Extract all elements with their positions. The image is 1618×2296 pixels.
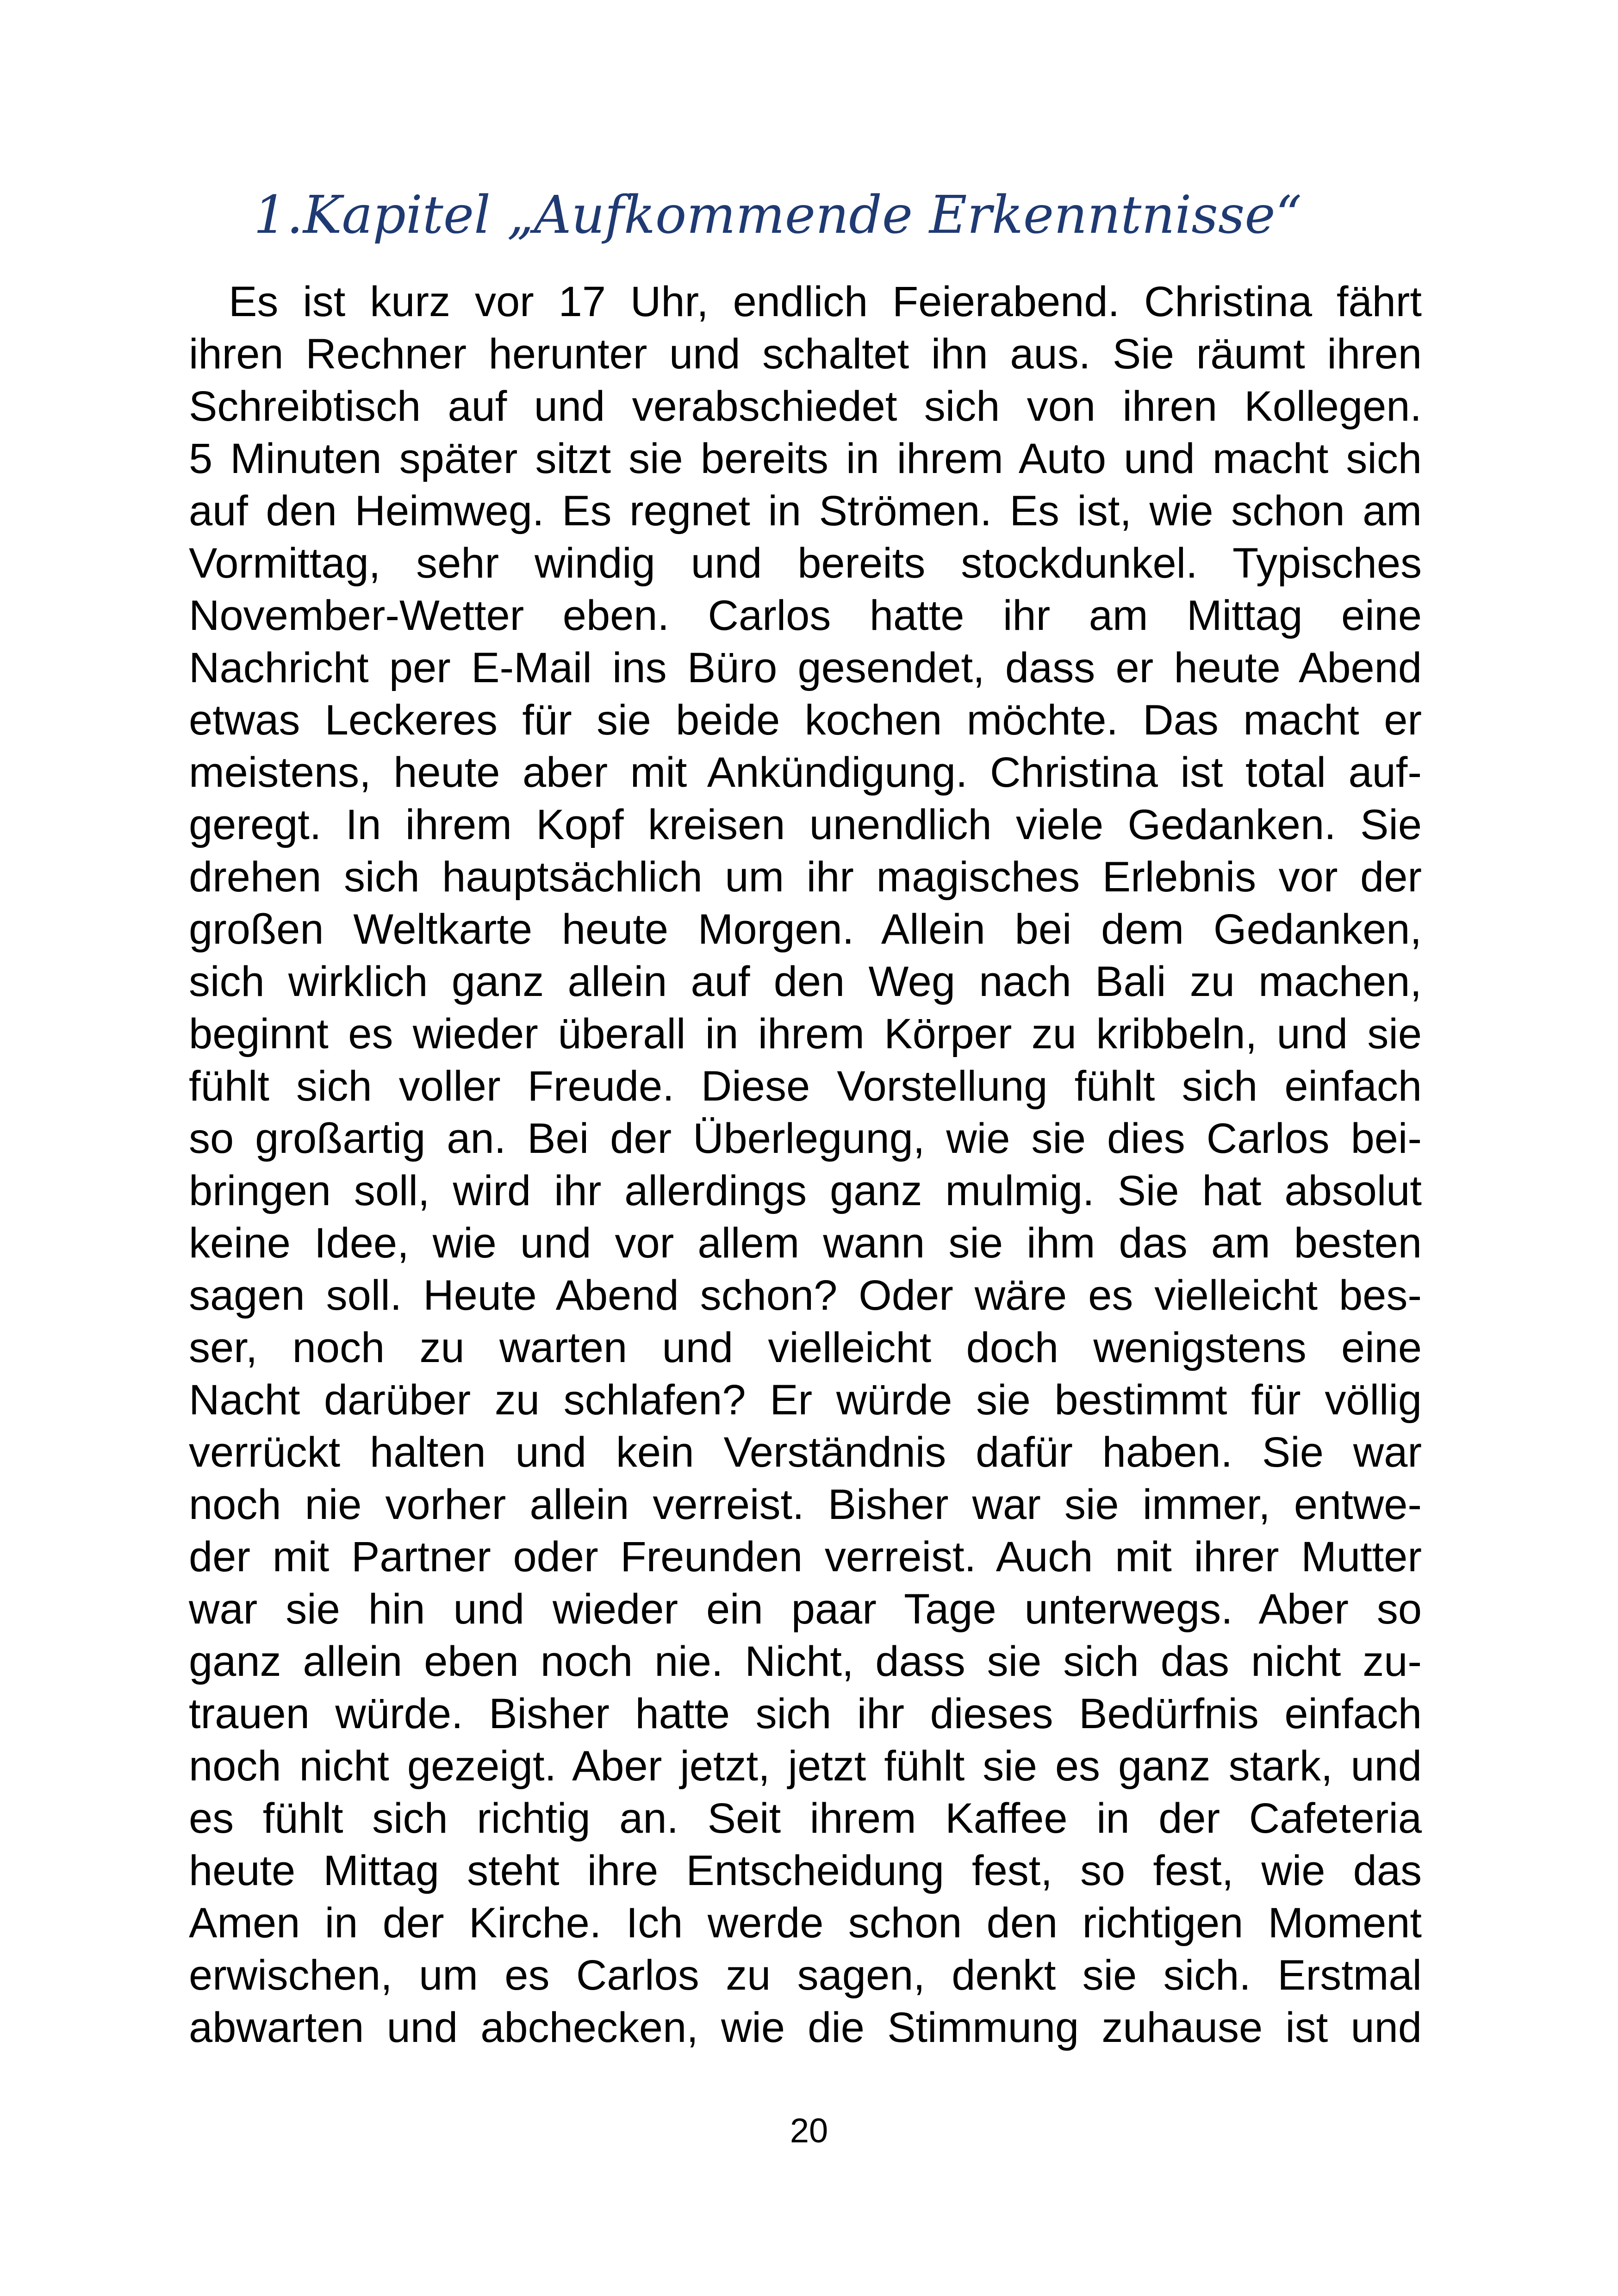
- text-line: Amen in der Kirche. Ich werde schon den richtigen Moment: [189, 1899, 1422, 1947]
- text-line: etwas Leckeres für sie beide kochen möchte. Das macht er: [189, 697, 1422, 744]
- text-line: so großartig an. Bei der Überlegung, wie sie dies Carlos bei-: [189, 1115, 1422, 1162]
- chapter-title: 1.Kapitel „Aufkommende Erkenntnisse“: [254, 185, 1302, 245]
- text-line: auf den Heimweg. Es regnet in Strömen. Es ist, wie schon am: [189, 487, 1422, 535]
- text-line: bringen soll, wird ihr allerdings ganz mulmig. Sie hat absolut: [189, 1167, 1422, 1214]
- text-line: Es ist kurz vor 17 Uhr, endlich Feierabend. Christina fährt: [229, 278, 1422, 325]
- text-line: war sie hin und wieder ein paar Tage unterwegs. Aber so: [189, 1586, 1422, 1633]
- page-number: 20: [790, 2111, 828, 2150]
- text-line: Vormittag, sehr windig und bereits stockdunkel. Typisches: [189, 540, 1422, 587]
- text-line: meistens, heute aber mit Ankündigung. Christina ist total auf-: [189, 749, 1422, 796]
- text-line: sich wirklich ganz allein auf den Weg nach Bali zu machen,: [189, 958, 1422, 1005]
- text-line: Nachricht per E-Mail ins Büro gesendet, dass er heute Abend: [189, 644, 1422, 691]
- text-line: keine Idee, wie und vor allem wann sie ihm das am besten: [189, 1220, 1422, 1267]
- text-line: Schreibtisch auf und verabschiedet sich von ihren Kollegen.: [189, 383, 1422, 430]
- text-line: fühlt sich voller Freude. Diese Vorstellung fühlt sich einfach: [189, 1063, 1422, 1110]
- text-line: heute Mittag steht ihre Entscheidung fest, so fest, wie das: [189, 1847, 1422, 1894]
- text-line: Nacht darüber zu schlafen? Er würde sie bestimmt für völlig: [189, 1376, 1422, 1424]
- text-line: noch nicht gezeigt. Aber jetzt, jetzt fühlt sie es ganz stark, und: [189, 1742, 1422, 1790]
- text-line: großen Weltkarte heute Morgen. Allein bei dem Gedanken,: [189, 906, 1422, 953]
- text-line: abwarten und abchecken, wie die Stimmung zuhause ist und: [189, 2004, 1422, 2051]
- text-line: trauen würde. Bisher hatte sich ihr dieses Bedürfnis einfach: [189, 1690, 1422, 1737]
- text-line: der mit Partner oder Freunden verreist. Auch mit ihrer Mutter: [189, 1533, 1422, 1580]
- body-text: [189, 276, 1422, 2054]
- text-line: November-Wetter eben. Carlos hatte ihr am Mittag eine: [189, 592, 1422, 639]
- text-line: erwischen, um es Carlos zu sagen, denkt sie sich. Erstmal: [189, 1952, 1422, 1999]
- text-line: geregt. In ihrem Kopf kreisen unendlich viele Gedanken. Sie: [189, 801, 1422, 848]
- text-line: verrückt halten und kein Verständnis dafür haben. Sie war: [189, 1429, 1422, 1476]
- text-line: 5 Minuten später sitzt sie bereits in ihrem Auto und macht sich: [189, 435, 1422, 482]
- text-line: es fühlt sich richtig an. Seit ihrem Kaffee in der Cafeteria: [189, 1795, 1422, 1842]
- text-line: ganz allein eben noch nie. Nicht, dass sie sich das nicht zu-: [189, 1638, 1422, 1685]
- text-line: ser, noch zu warten und vielleicht doch wenigstens eine: [189, 1324, 1422, 1371]
- text-line: sagen soll. Heute Abend schon? Oder wäre es vielleicht bes-: [189, 1272, 1422, 1319]
- text-line: beginnt es wieder überall in ihrem Körper zu kribbeln, und sie: [189, 1010, 1422, 1058]
- text-line: ihren Rechner herunter und schaltet ihn aus. Sie räumt ihren: [189, 330, 1422, 378]
- text-line: noch nie vorher allein verreist. Bisher war sie immer, entwe-: [189, 1481, 1422, 1528]
- text-line: drehen sich hauptsächlich um ihr magisches Erlebnis vor der: [189, 853, 1422, 901]
